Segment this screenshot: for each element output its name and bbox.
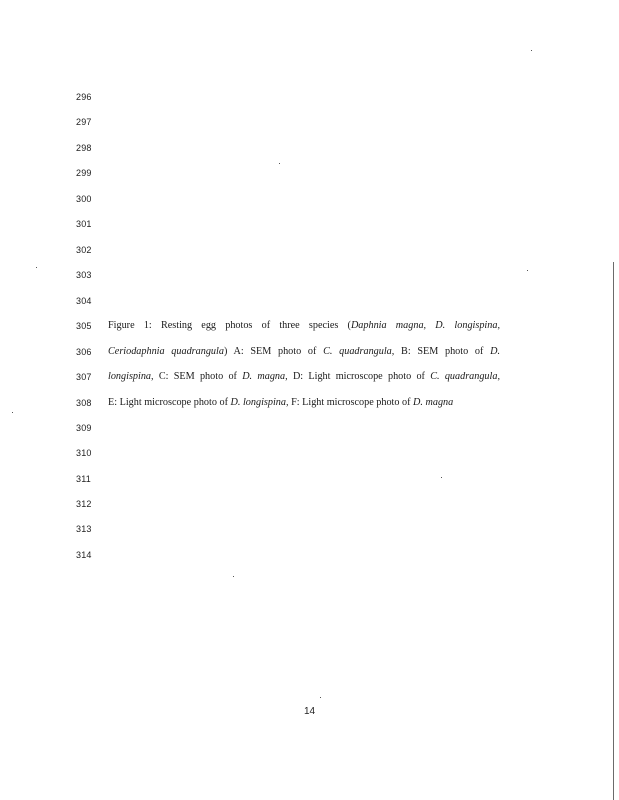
line-number: 308 [76, 398, 92, 408]
caption-species: Daphnia magna, D. longispina, [350, 320, 500, 331]
page-number: 14 [303, 706, 316, 717]
line-number: 307 [76, 372, 92, 382]
caption-species: D. longispina, [230, 397, 289, 408]
caption-species: longispina, [108, 371, 154, 382]
caption-species: C. quadrangula, [430, 371, 501, 382]
caption-species: D. magna [413, 397, 454, 408]
line-number: 306 [76, 347, 92, 357]
line-number: 314 [76, 550, 92, 560]
line-number: 313 [76, 524, 92, 534]
scan-speck [233, 576, 234, 577]
line-number: 312 [76, 499, 92, 509]
line-number: 305 [76, 321, 92, 331]
line-number: 299 [76, 168, 92, 178]
line-number: 303 [76, 270, 92, 280]
scan-speck [527, 270, 528, 271]
caption-line-2 [108, 346, 500, 358]
scan-speck [441, 477, 442, 478]
caption-text: E: Light microscope photo of [108, 397, 231, 408]
line-number: 296 [76, 92, 92, 102]
scan-speck [279, 163, 280, 164]
caption-species: D. [490, 346, 500, 357]
caption-species: C. quadrangula, [323, 346, 395, 357]
caption-species: D. magna, [242, 371, 288, 382]
caption-text: ) A: SEM photo of [223, 346, 324, 357]
caption-line-4 [108, 397, 500, 409]
scan-speck [531, 50, 532, 51]
line-number: 309 [76, 423, 92, 433]
caption-line-1 [108, 320, 500, 332]
caption-text: F: Light microscope photo of [288, 397, 414, 408]
line-number: 311 [76, 474, 91, 484]
scan-speck [36, 267, 37, 268]
line-number: 298 [76, 143, 92, 153]
line-number: 310 [76, 448, 92, 458]
line-number: 301 [76, 219, 92, 229]
scan-speck [320, 697, 321, 698]
line-number: 304 [76, 296, 92, 306]
line-number: 302 [76, 245, 92, 255]
caption-species: Ceriodaphnia quadrangula [108, 346, 224, 357]
scan-speck [12, 412, 13, 413]
line-number: 297 [76, 117, 92, 127]
caption-line-3 [108, 371, 500, 383]
caption-text: D: Light microscope photo of [287, 371, 431, 382]
caption-text: C: SEM photo of [153, 371, 243, 382]
line-number: 300 [76, 194, 92, 204]
caption-text: Figure 1: Resting egg photos of three species ( [108, 320, 351, 331]
scan-edge-line [613, 262, 614, 800]
caption-text: B: SEM photo of [394, 346, 491, 357]
